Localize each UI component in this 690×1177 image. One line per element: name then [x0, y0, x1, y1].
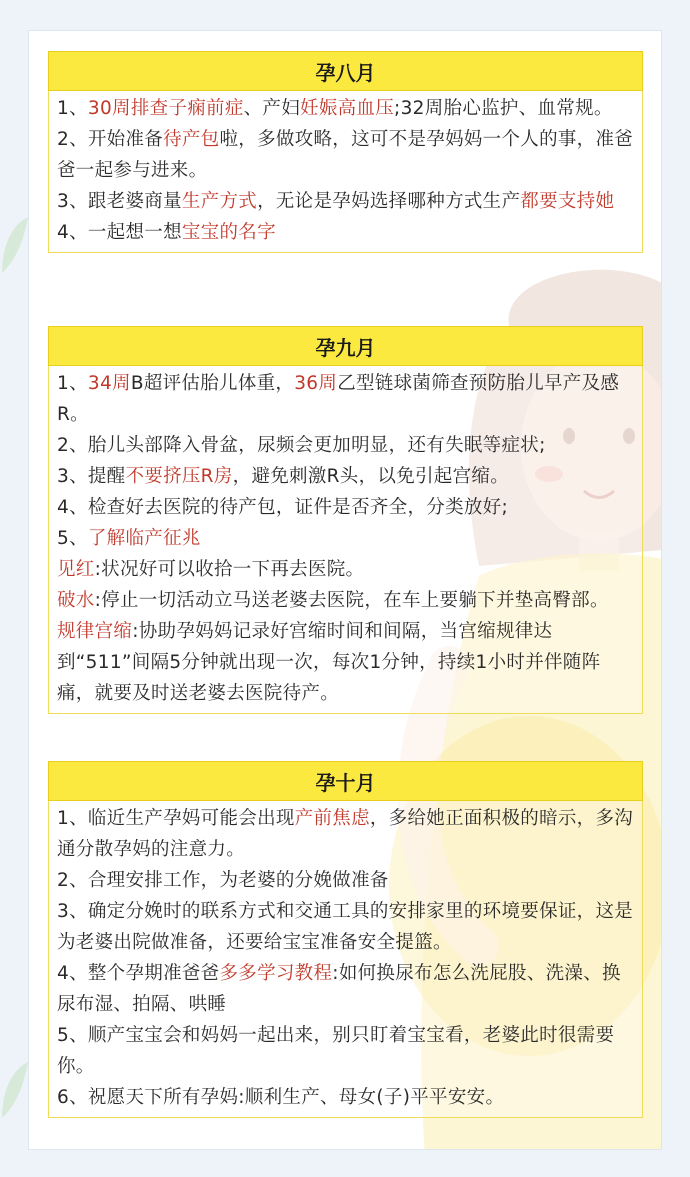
list-item — [57, 554, 634, 585]
list-item — [57, 492, 634, 523]
list-item — [57, 217, 634, 248]
item-text: 3、跟老婆商量 — [57, 191, 182, 212]
highlight-text: 破水 — [57, 590, 95, 611]
item-text: 5、 — [57, 528, 88, 549]
list-item — [57, 896, 634, 958]
section-body — [48, 91, 643, 253]
highlight-text: 34周 — [87, 373, 131, 394]
item-text: 1、临近生产孕妈可能会出现 — [57, 808, 295, 829]
item-text: 3、确定分娩时的联系方式和交通工具的安排家里的环境要保证，这是为老婆出院做准备，还要给宝宝准备安全提篮。 — [57, 901, 634, 953]
list-item — [57, 803, 634, 865]
list-item — [57, 186, 634, 217]
list-item — [57, 585, 634, 616]
item-text: 4、一起想一想 — [57, 222, 182, 243]
list-item — [57, 1020, 634, 1082]
item-text: :协助孕妈妈记录好宫缩时间和间隔，当宫缩规律达到“511”间隔5分钟就出现一次，每次1分钟，持续1小时并伴随阵痛，就要及时送老婆去医院待产。 — [57, 621, 601, 704]
highlight-text: 规律宫缩 — [57, 621, 133, 642]
list-item — [57, 958, 634, 1020]
item-text: 乙型链球菌筛查预防胎儿早产及感R。 — [57, 373, 620, 425]
item-text: :如何换尿布怎么洗屁股、洗澡、换尿布湿、拍隔、哄睡 — [57, 963, 621, 1015]
item-text: 1、 — [57, 373, 88, 394]
list-item — [57, 461, 634, 492]
item-text: 啦，多做攻略，这可不是孕妈妈一个人的事，准爸爸一起参与进来。 — [57, 129, 634, 181]
highlight-text: 见红 — [57, 559, 95, 580]
list-item — [57, 368, 634, 430]
item-text: :停止一切活动立马送老婆去医院，在车上要躺下并垫高臀部。 — [94, 590, 609, 611]
list-item — [57, 616, 634, 709]
item-text: 4、检查好去医院的待产包，证件是否齐全，分类放好; — [57, 497, 509, 518]
highlight-text: 30周排查子痫前症 — [87, 98, 244, 119]
item-text: 2、合理安排工作，为老婆的分娩做准备 — [57, 870, 389, 891]
item-text: 5、顺产宝宝会和妈妈一起出来，别只盯着宝宝看，老婆此时很需要你。 — [57, 1025, 615, 1077]
highlight-text: 待产包 — [163, 129, 220, 150]
item-text: 2、开始准备 — [57, 129, 164, 150]
item-text: 6、祝愿天下所有孕妈:顺利生产、母女(子)平平安安。 — [57, 1087, 505, 1108]
section-month-9 — [48, 326, 643, 714]
highlight-text: 宝宝的名字 — [181, 222, 276, 243]
item-text: ，无论是孕妈选择哪种方式生产 — [257, 191, 521, 212]
section-body — [48, 801, 643, 1118]
item-text: 、产妇 — [243, 98, 301, 119]
section-title: 孕八月 — [48, 51, 643, 91]
list-item — [57, 124, 634, 186]
section-body — [48, 366, 643, 714]
item-text: 4、整个孕期准爸爸 — [57, 963, 220, 984]
leaf-decoration-icon — [0, 215, 30, 275]
item-text: 3、提醒 — [57, 466, 126, 487]
section-title: 孕十月 — [48, 761, 643, 801]
item-text: 2、胎儿头部降入骨盆，尿频会更加明显，还有失眠等症状; — [57, 435, 546, 456]
section-title: 孕九月 — [48, 326, 643, 366]
list-item — [57, 430, 634, 461]
highlight-text: 产前焦虑 — [294, 808, 370, 829]
highlight-text: 多多学习教程 — [219, 963, 333, 984]
item-text: B超评估胎儿体重， — [130, 373, 295, 394]
section-month-8 — [48, 51, 643, 253]
highlight-text: 妊娠高血压 — [300, 98, 395, 119]
leaf-decoration-icon — [0, 1060, 30, 1120]
section-month-10 — [48, 761, 643, 1118]
list-item — [57, 1082, 634, 1113]
list-item — [57, 865, 634, 896]
highlight-text: 36周 — [294, 373, 338, 394]
list-item — [57, 93, 634, 124]
item-text: :状况好可以收拾一下再去医院。 — [94, 559, 365, 580]
item-text: ，避免刺激R头，以免引起宫缩。 — [232, 466, 509, 487]
highlight-text: 都要支持她 — [520, 191, 615, 212]
highlight-text: 生产方式 — [181, 191, 258, 212]
list-item — [57, 523, 634, 554]
highlight-text: 了解临产征兆 — [87, 528, 201, 549]
item-text: 1、 — [57, 98, 88, 119]
item-text: ，多给她正面积极的暗示，多沟通分散孕妈的注意力。 — [57, 808, 634, 860]
item-text: ;32周胎心监护、血常规。 — [394, 98, 613, 119]
info-card — [28, 30, 662, 1150]
highlight-text: 不要挤压R房 — [125, 466, 233, 487]
